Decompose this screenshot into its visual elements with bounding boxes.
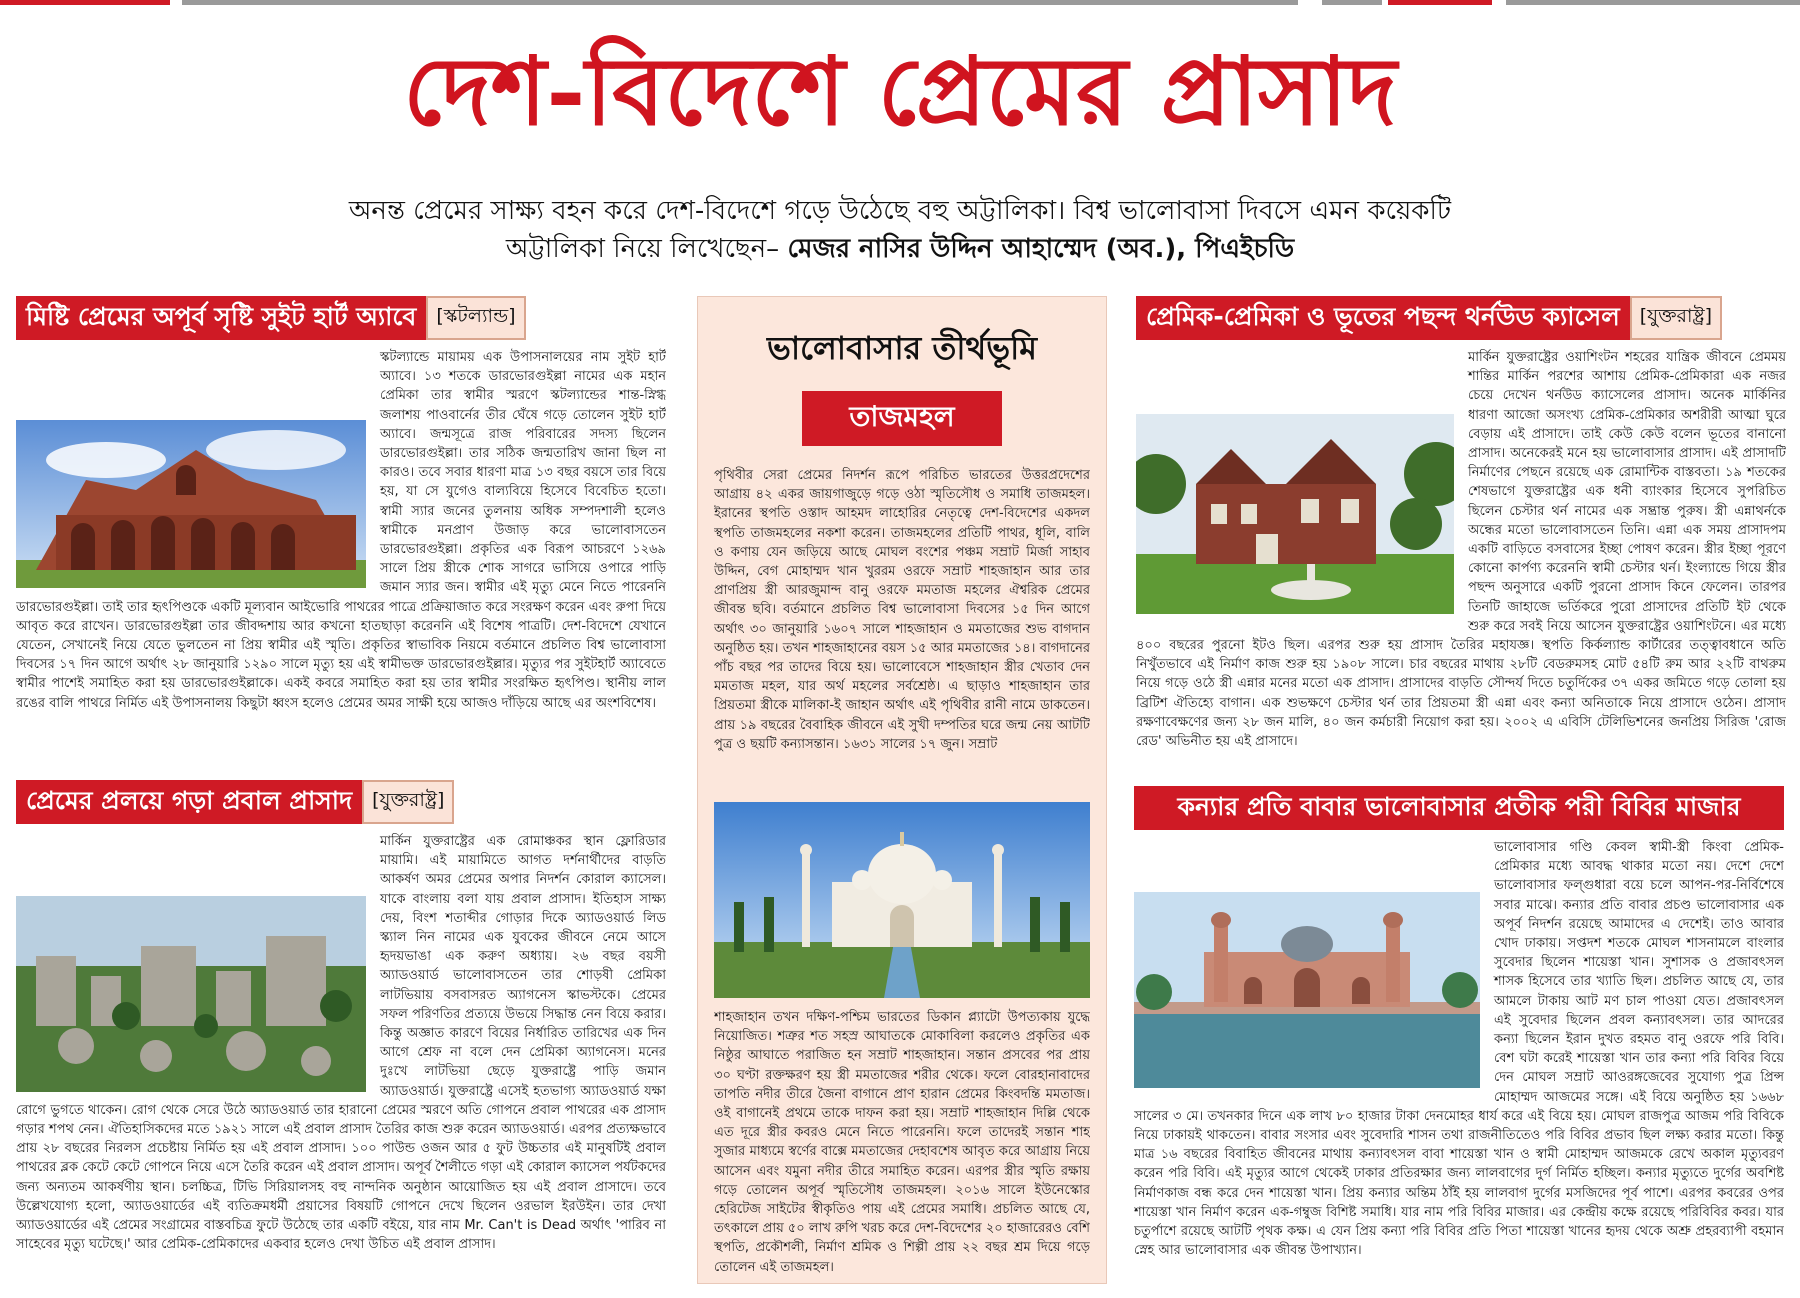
- section-header: [1134, 786, 1784, 830]
- abbey-ruin-photo: [16, 420, 366, 588]
- lalbagh-fort-photo: [1134, 892, 1480, 1088]
- section-title: মিষ্টি প্রেমের অপূর্ব সৃষ্টি সুইট হার্ট অ্যাবে: [16, 296, 426, 340]
- section-location-tag: [স্কটল্যান্ড]: [426, 296, 525, 340]
- taj-mahal-photo: [714, 802, 1090, 998]
- page-headline: দেশ-বিদেশে প্রেমের প্রাসাদ: [403, 37, 1397, 147]
- top-strip-red-left: [0, 0, 170, 5]
- intro-line-1: অনন্ত প্রেমের সাক্ষ্য বহন করে দেশ-বিদেশে গড়ে উঠেছে বহু অট্টালিকা। বিশ্ব ভালোবাসা দিবসে এমন কয়েকটি: [348, 196, 1452, 226]
- article-text: মার্কিন যুক্তরাষ্ট্রের ওয়াশিংটন শহরের যান্ত্রিক জীবনে প্রেমময় শান্তির মার্কিন পরশের আশায় প্রেমিক-প্রেমিকারা এক নজর চেয়ে দেখেন থর্নউড ক্যাসেলের প্রাসাদ। অনেক মার্কিনির ধারণা আজো অসংখ্য প্রেমিক-প্রেমিকার অশরীরী আত্মা ঘুরে বেড়ায় এই প্রাসাদে। তাই কেউ কেউ বলেন ভূতের বানানো প্রাসাদ। অনেকেরই মনে হয় ভালোবাসার প্রাসাদ। এই প্রাসাদটি নির্মাণের পেছনে রয়েছে এক রোমান্টিক বাস্তবতা। ১৯ শতকের শেষভাগে যুক্তরাষ্ট্রের এক ধনী ব্যাংকার হিসেবে সুপরিচিত ছিলেন চেস্টার থর্ন নামের এক সম্ভ্রান্ত পুরুষ। স্ত্রী এন্নাথর্নকে অন্ধের মতো ভালোবাসতেন তিনি। এন্না এক সময় প্রাসাদপম একটি বাড়িতে বসবাসের ইচ্ছা পোষণ করেন। স্ত্রীর ইচ্ছা পূরণে কোনো কার্পণ্য করেননি স্বামী চেস্টার থর্ন। ইংল্যান্ডে গিয়ে স্ত্রীর পছন্দ অনুসারে একটি পুরনো প্রাসাদ কিনে ফেলেন। তারপর তিনটি জাহাজে ভর্তিকরে পুরো প্রাসাদের প্রতিটি ইট থেকে শুরু করে সবই নিয়ে আসেন যুক্তরাষ্ট্রের ওয়াশিংটনে। এর মধ্যে ৪০০ বছরের পুরনো ইটও ছিল। এরপর শুরু হয় প্রাসাদ তৈরির মহাযজ্ঞ। স্থপতি কির্কল্যান্ড কার্টারের তত্ত্বাবধানে অতি নিখুঁতভাবে এই নির্মাণ কাজ শুরু হয় ১৯০৮ সালে। চার বছরের মাথায় ২৮টি বেডরুমসহ মোট ৫৪টি রুম আর ২২টি বাথরুম নিয়ে গড়ে ওঠে স্ত্রী এন্নার মনের মতো এক প্রাসাদ। প্রাসাদের বাড়তি সৌন্দর্য দিতে চতুর্দিকের ৩৭ একর জমিতে গড়ে তোলা হয় ব্রিটিশ ঐতিহ্যে বাগান। এক শুভক্ষণে চেস্টার থর্ন তার প্রিয়তমা স্ত্রী এন্না এবং কন্যা অনিতাকে নিয়ে প্রাসাদে ওঠেন। প্রাসাদ রক্ষণাবেক্ষণের জন্য ২৮ জন মালি, ৪০ জন কর্মচারী নিয়োগ করা হয়। ২০০২ এ এবিসি টেলিভিশনের জনপ্রিয় সিরিজ 'রোজ রেড' অভিনীত হয় এই প্রাসাদে।: [1136, 350, 1786, 750]
- author-byline: মেজর নাসির উদ্দিন আহাম্মেদ (অব.), পিএইচডি: [787, 234, 1295, 264]
- intro-line-2: [220, 230, 1580, 268]
- tajmahal-body-2: শাহজাহান তখন দক্ষিণ-পশ্চিম ভারতের ডিকান প্ল্যাটো উপত্যকায় যুদ্ধে নিয়োজিত। শত্রুর শত সহস্র আঘাতকে মোকাবিলা করলেও প্রকৃতির এক নিষ্ঠুর আঘাতে পরাজিত হন সম্রাট শাহজাহান। সন্তান প্রসবের পর প্রায় ৩০ ঘণ্টা রক্তক্ষরণ হয় স্ত্রী মমতাজের শরীর থেকে। ফলে বোরহানাবাদের তাপতি নদীর তীরে জৈনা বাগানে প্রাণ হারান প্রেমের কিংবদন্তি মমতাজ। ওই বাগানেই প্রথমে তাকে দাফন করা হয়। সম্রাট শাহজাহান দিল্লি থেকে এত দূরে স্ত্রীর কবরও মেনে নিতে পারেননি। ফলে তাদেরই সন্তান শাহ সুজার মাধ্যমে স্বর্ণের বাক্সে মমতাজের দেহাবশেষ আবৃত করে আগ্রায় নিয়ে আসেন এবং যমুনা নদীর তীরে সমাহিত করেন। এরপর স্ত্রীর স্মৃতি রক্ষায় গড়ে তোলেন অপূর্ব স্মৃতিসৌধ তাজমহল। ২০১৬ সালে ইউনেস্কোর হেরিটেজ সাইটের স্বীকৃতিও পায় এই প্রেমের সমাধি। প্রচলিত আছে যে, তৎকালে প্রায় ৫০ লাখ রুপি খরচ করে দেশ-বিদেশের ২০ হাজারেরও বেশি স্থপতি, প্রকৌশলী, নির্মাণ শ্রমিক ও শিল্পী প্রায় ২২ বছর শ্রম দিয়ে গড়ে তোলেন এই তাজমহল।: [714, 1010, 1090, 1275]
- section-header: [16, 780, 666, 824]
- article-coral-castle: [16, 780, 666, 1284]
- article-thornewood-castle: [1136, 296, 1786, 773]
- thornewood-castle-photo: [1136, 414, 1454, 614]
- tajmahal-body-1: পৃথিবীর সেরা প্রেমের নিদর্শন রূপে পরিচিত ভারতের উত্তরপ্রদেশের আগ্রায় ৪২ একর জায়গাজুড়ে গড়ে ওঠা স্মৃতিসৌধ ও সমাধি তাজমহল। ইরানের স্থপতি ওস্তাদ আহমদ লাহোরির নেতৃত্বে দেশ-বিদেশের একদল স্থপতি তাজমহলের নকশা করেন। তাজমহলের প্রতিটি পাথর, ধূলি, বালি ও কণায় যেন জড়িয়ে আছে মোঘল বংশের পঞ্চম সম্রাট মির্জা সাহাব উদ্দিন, বেগ মোহাম্মদ খান খুররম ওরফে সম্রাট শাহজাহান আর তার প্রাণপ্রিয় স্ত্রী আরজুমান্দ বানু ওরফে মমতাজ মহলের ঐশ্বরিক প্রেমের জীবন্ত ছবি। বর্তমানে প্রচলিত বিশ্ব ভালোবাসা দিবসের ১৫ দিন আগে অর্থাৎ ৩০ জানুয়ারি ১৬০৭ সালে শাহজাহান ও মমতাজের শুভ বাগদান অনুষ্ঠিত হয়। তখন শাহজাহানের বয়স ১৫ আর মমতাজের ১৪। বাগদানের পাঁচ বছর পর তাদের বিয়ে হয়। ভালোবেসে শাহজাহান স্ত্রীর খেতাব দেন মমতাজ মহল, যার অর্থ মহলের সর্বশ্রেষ্ঠ। এ ছাড়াও শাহজাহান তার প্রিয়তমা স্ত্রীকে মালিকা-ই জাহান অর্থাৎ এই পৃথিবীর রানী নামে ডাকতেন। প্রায় ১৯ বছরের বৈবাহিক জীবনে এই সুখী দম্পতির ঘরে জন্ম নেয় আটটি পুত্র ও ছয়টি কন্যাসন্তান। ১৬৩১ সালের ১৭ জুন। সম্রাট: [714, 468, 1090, 752]
- article-text: ভালোবাসার গণ্ডি কেবল স্বামী-স্ত্রী কিংবা প্রেমিক-প্রেমিকার মধ্যে আবদ্ধ থাকার মতো নয়। দেশে দেশে ভালোবাসার ফল্গুধারা বয়ে চলে আপন-পর-নির্বিশেষে সবার মাঝে। কন্যার প্রতি বাবার প্রচণ্ড ভালোবাসার এক অপূর্ব নিদর্শন রয়েছে আমাদের এ দেশেই। তাও আবার খোদ ঢাকায়। সপ্তদশ শতকে মোঘল শাসনামলে বাংলার সুবেদার ছিলেন শায়েস্তা খান। সুশাসক ও প্রজাবৎসল শাসক হিসেবে তার খ্যাতি ছিল। প্রচলিত আছে যে, তার আমলে টাকায় আট মণ চাল পাওয়া যেত। প্রজাবৎসল এই সুবেদার ছিলেন প্রবল কন্যাবৎসল। তার আদরের কন্যা ছিলেন ইরান দুখত রহমত বানু ওরফে পরি বিবি। বেশ ঘটা করেই শায়েস্তা খান তার কন্যা পরি বিবির বিয়ে দেন মোঘল সম্রাট আওরঙ্গজেবের সুযোগ্য পুত্র প্রিন্স মোহাম্মদ আজমের সঙ্গে। এই বিয়ে অনুষ্ঠিত হয় ১৬৬৮ সালের ৩ মে। তখনকার দিনে এক লাখ ৮০ হাজার টাকা দেনমোহর ধার্য করে এই বিয়ে হয়। মোঘল রাজপুত্র আজম পরি বিবিকে নিয়ে ঢাকায়ই থাকতেন। বাবার সংসার এবং সুবেদারি শাসন তথা রাজনীতিতেও পরি বিবির প্রভাব ছিল লক্ষ্য করার মতো। কিন্তু মাত্র ১৬ বছরের বিবাহিত জীবনের মাথায় কন্যাবৎসল বাবা শায়েস্তা খান ও স্বামী মোহাম্মদ আজমকে রেখে অকাল মৃত্যুবরণ করেন পরি বিবি। এই মৃত্যুর আগে থেকেই ঢাকার প্রতিরক্ষার জন্য লালবাগের দুর্গ নির্মিত হচ্ছিল। কন্যার মৃত্যুতে দুর্গের অবশিষ্ট নির্মাণকাজ বন্ধ করে দেন শায়েস্তা খান। প্রিয় কন্যার অন্তিম ঠাঁই হয় লালবাগ দুর্গের মসজিদের পূর্ব পাশে। এরপর কবরের ওপর শায়েস্তা খান নির্মাণ করেন এক-গম্বুজ বিশিষ্ট সমাধি। যার নাম পরি বিবির মাজার। এর কেন্দ্রীয় কক্ষে রয়েছে পরিবিবির কবর। যার চতুর্পাশে রয়েছে আটটি পৃথক কক্ষ। এ যেন প্রিয় কন্যা পরি বিবির প্রতি পিতা শায়েস্তা খানের হৃদয় থেকে অশ্রু প্রহরব্যাপী বহমান স্নেহ আর ভালোবাসার এক জীবন্ত উপাখ্যান।: [1134, 840, 1784, 1259]
- intro-line-2-prefix: অট্টালিকা নিয়ে লিখেছেন–: [505, 234, 788, 264]
- article-pari-bibi: [1134, 786, 1784, 1288]
- top-strip-gray: [182, 0, 1298, 5]
- top-strip-red-right: [1388, 0, 1492, 5]
- coral-castle-photo: [16, 896, 366, 1092]
- section-location-tag: [যুক্তরাষ্ট্র]: [1630, 296, 1722, 340]
- section-title: প্রেমের প্রলয়ে গড়া প্রবাল প্রাসাদ: [16, 780, 362, 824]
- top-strip-gray-right: [1506, 0, 1800, 5]
- intro-text: [220, 192, 1580, 268]
- article-body: [16, 832, 666, 1284]
- tajmahal-name-badge: তাজমহল: [802, 391, 1002, 446]
- article-body: [1134, 838, 1784, 1288]
- top-strip-gray-small: [1322, 0, 1382, 5]
- section-title: প্রেমিক-প্রেমিকা ও ভূতের পছন্দ থর্নউড ক্যাসেল: [1136, 296, 1630, 340]
- article-body: [16, 348, 666, 748]
- article-tajmahal: [697, 296, 1107, 1284]
- section-title: কন্যার প্রতি বাবার ভালোবাসার প্রতীক পরী বিবির মাজার: [1134, 786, 1784, 830]
- tajmahal-heading: ভালোবাসার তীর্থভূমি: [766, 329, 1037, 367]
- article-text: স্কটল্যান্ডে মায়াময় এক উপাসনালয়ের নাম সুইট হার্ট অ্যাবে। ১৩ শতকে ডারভোরগুইল্লা নামের এক মহান প্রেমিকা তার স্বামীর স্মরণে স্কটল্যান্ডের শান্ত-স্নিগ্ধ জলাশয় পাওবার্নের তীর ঘেঁষে গড়ে তোলেন সুইট হার্ট অ্যাবে। জন্মসূত্রে রাজ পরিবারের সদস্য ছিলেন ডারভোরগুইল্লা। তার সঠিক জন্মতারিখ জানা ছিল না কারও। তবে সবার ধারণা মাত্র ১৩ বছর বয়সে তার বিয়ে হয়, যা সে যুগেও বাল্যবিয়ে হিসেবে বিবেচিত হতো। স্বামী স্যার জনের তুলনায় অধিক সম্পদশালী হলেও স্বামীকে মনপ্রাণ উজাড় করে ভালোবাসতেন ডারভোরগুইল্লা। প্রকৃতির এক বিরূপ আচরণে ১২৬৯ সালে প্রিয় স্ত্রীকে শোক সাগরে ভাসিয়ে ওপারে পাড়ি জমান স্যার জন। স্বামীর এই মৃত্যু মেনে নিতে পারেননি ডারভোরগুইল্লা। তাই তার হৃৎপিণ্ডকে একটি মূল্যবান আইভোরি পাথরের পাত্রে প্রক্রিয়াজাত করে সংরক্ষণ করেন এবং রুপা দিয়ে আবৃত করে রাখেন। ডারভোরগুইল্লা তার জীবদ্দশায় আর কখনো হাতছাড়া করেননি এই বিশেষ পাত্রটি। দেশ-বিদেশে যেখানে যেতেন, সেখানেই নিয়ে যেতে ভুলতেন না প্রিয় স্বামীর এই স্মৃতি। প্রকৃতির স্বাভাবিক নিয়মে বর্তমানে প্রচলিত বিশ্ব ভালোবাসা দিবসের ১৭ দিন আগে অর্থাৎ ২৮ জানুয়ারি ১২৯০ সালে মৃত্যু হয় এই স্বামীভক্ত ডারভোরগুইল্লার। মৃত্যুর পর সুইটহার্ট অ্যাবেতে স্বামীর পাশেই সমাহিত করা হয় ডারভোরগুইল্লাকে। একই কবরে সমাহিত করা হয় তার স্বামীর সংরক্ষিত হৃৎপিণ্ড। স্থানীয় লাল রঙের বালি পাথরে নির্মিত এই উপাসনালয় কিছুটা ধ্বংস হলেও প্রেমের অমর সাক্ষী হয়ে আজও দাঁড়িয়ে আছে এর অংশবিশেষ।: [16, 350, 666, 711]
- top-color-strips: [0, 0, 1800, 6]
- section-header: [16, 296, 666, 340]
- section-header: [1136, 296, 1786, 340]
- section-location-tag: [যুক্তরাষ্ট্র]: [362, 780, 454, 824]
- article-sweetheart-abbey: [16, 296, 666, 748]
- article-text: মার্কিন যুক্তরাষ্ট্রের এক রোমাঞ্চকর স্থান ফ্লোরিডার মায়ামি। এই মায়ামিতে আগত দর্শনার্থীদের বাড়তি আকর্ষণ অমর প্রেমের অপার নিদর্শন কোরাল ক্যাসেল। যাকে বাংলায় বলা যায় প্রবাল প্রাসাদ। ইতিহাস সাক্ষ্য দেয়, বিংশ শতাব্দীর গোড়ার দিকে অ্যাডওয়ার্ড লিড স্ক্যাল নিন নামের এক যুবকের জীবনে নেমে আসে হৃদয়ভাঙা এক করুণ অধ্যায়। ২৬ বছর বয়সী অ্যাডওয়ার্ড ভালোবাসতেন তার শোড়ষী প্রেমিকা লাটভিয়ায় বসবাসরত অ্যাগনেস স্কাভস্টকে। প্রেমের সফল পরিণতির প্রত্যয়ে উভয়ে সিদ্ধান্ত নেন বিয়ে করার। কিন্তু অজ্ঞাত কারণে বিয়ের নির্ধারিত তারিখের এক দিন আগে শ্রেফ না বলে দেন প্রেমিকা অ্যাগনেস। মনের দুঃখে লাটভিয়া ছেড়ে যুক্তরাষ্ট্রে পাড়ি জমান অ্যাডওয়ার্ড। যুক্তরাষ্ট্রে এসেই হতভাগ্য অ্যাডওয়ার্ড যক্ষা রোগে ভুগতে থাকেন। রোগ থেকে সেরে উঠে অ্যাডওয়ার্ড তার হারানো প্রেমের স্মরণে অতি গোপনে প্রবাল পাথরের এক প্রাসাদ গড়ার শপথ নেন। ঐতিহাসিকদের মতে ১৯২১ সালে এই প্রবাল প্রাসাদ তৈরির কাজ শুরু করেন অ্যাডওয়ার্ড। এরপর প্রত্যক্ষভাবে প্রায় ২৮ বছরের নিরলস প্রচেষ্টায় নির্মিত হয় এই প্রবাল প্রাসাদ। ১০০ পাউন্ড ওজন আর ৫ ফুট উচ্চতার এই মানুষটিই প্রবাল পাথরের ব্লক কেটে কেটে গোপনে নিয়ে এসে তৈরি করেন এই প্রবাল প্রাসাদ। অপূর্ব শৈলীতে গড়া এই কোরাল ক্যাসেল পর্যটকদের জন্য অন্যতম আকর্ষণীয় স্থান। চলচ্চিত্র, টিভি সিরিয়ালসহ বহু নান্দনিক অনুষ্ঠান আয়োজিত হয় এই প্রবাল প্রাসাদে। তবে উল্লেখযোগ্য হলো, অ্যাডওয়ার্ডের এই ব্যতিক্রমধর্মী প্রয়াসের বিষয়টি গোপনে দেখে ছিলেন ওরভাল ইরউইন। তার দেখা অ্যাডওয়ার্ডের এই প্রেমের সংগ্রামের বাস্তবচিত্র ফুটে উঠেছে তার একটি বইয়ে, যার নাম Mr. Can't is Dead অর্থাৎ 'পারিব না সাহেবের মৃত্যু ঘটেছে।' আর প্রেমিক-প্রেমিকাদের একবার হলেও দেখা উচিত এই প্রবাল প্রাসাদ।: [16, 834, 666, 1253]
- article-body: [1136, 348, 1786, 773]
